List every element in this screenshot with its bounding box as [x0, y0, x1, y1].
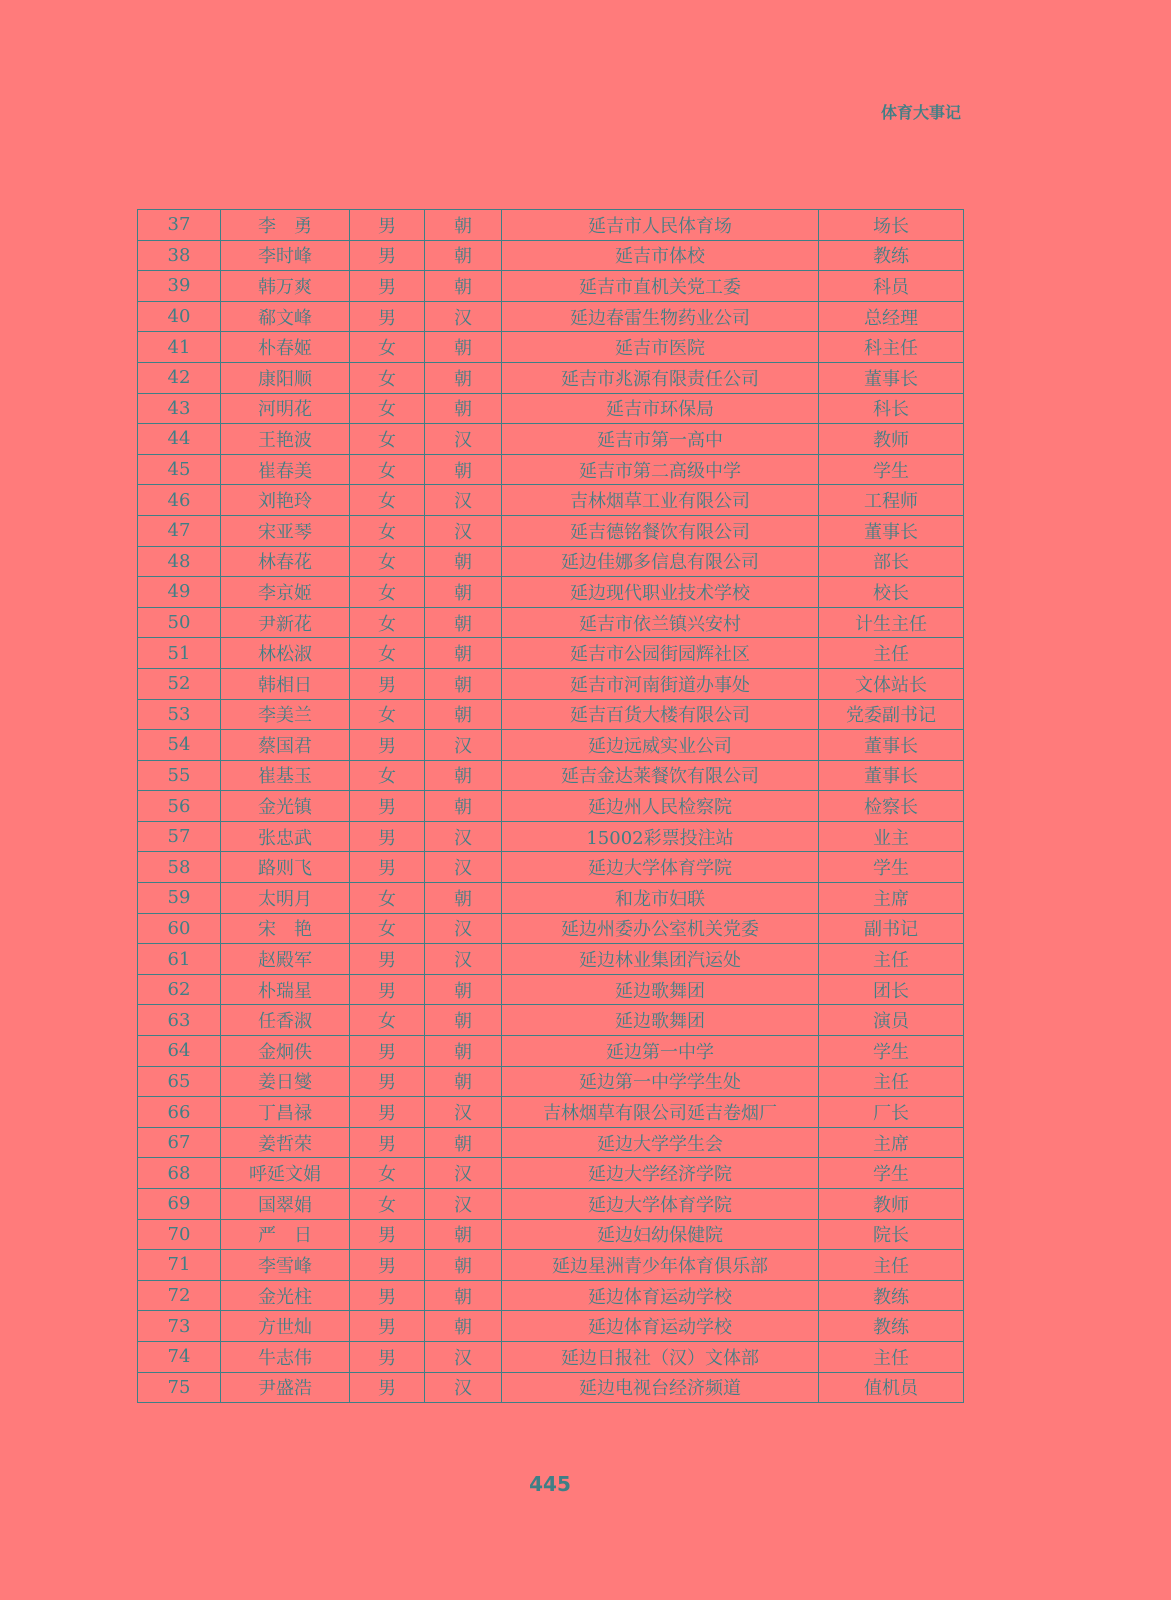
- ethnicity-cell: 朝: [425, 1250, 502, 1281]
- ethnicity-cell: 朝: [425, 760, 502, 791]
- row-number: 61: [138, 944, 221, 975]
- gender-cell: 女: [350, 424, 425, 455]
- gender-cell: 男: [350, 944, 425, 975]
- gender-cell: 男: [350, 1372, 425, 1403]
- gender-cell: 女: [350, 699, 425, 730]
- name-cell: 国翠娟: [221, 1189, 350, 1220]
- row-number: 40: [138, 301, 221, 332]
- row-number: 45: [138, 454, 221, 485]
- roster-table-body: [138, 210, 964, 1403]
- position-cell: 厂长: [819, 1097, 964, 1128]
- table-row: [138, 852, 964, 883]
- roster-table: [137, 209, 964, 1403]
- row-number: 59: [138, 883, 221, 914]
- gender-cell: 女: [350, 362, 425, 393]
- gender-cell: 女: [350, 638, 425, 669]
- gender-cell: 男: [350, 730, 425, 761]
- workplace-cell: 延边第一中学学生处: [502, 1066, 819, 1097]
- table-row: [138, 607, 964, 638]
- name-cell: 李美兰: [221, 699, 350, 730]
- workplace-cell: 延边歌舞团: [502, 974, 819, 1005]
- gender-cell: 男: [350, 821, 425, 852]
- row-number: 74: [138, 1341, 221, 1372]
- position-cell: 董事长: [819, 515, 964, 546]
- name-cell: 河明花: [221, 393, 350, 424]
- ethnicity-cell: 朝: [425, 454, 502, 485]
- position-cell: 值机员: [819, 1372, 964, 1403]
- name-cell: 李雪峰: [221, 1250, 350, 1281]
- name-cell: 赵殿军: [221, 944, 350, 975]
- ethnicity-cell: 朝: [425, 1219, 502, 1250]
- position-cell: 主席: [819, 883, 964, 914]
- row-number: 71: [138, 1250, 221, 1281]
- ethnicity-cell: 汉: [425, 852, 502, 883]
- table-row: [138, 1066, 964, 1097]
- position-cell: 副书记: [819, 913, 964, 944]
- position-cell: 工程师: [819, 485, 964, 516]
- table-row: [138, 1097, 964, 1128]
- row-number: 38: [138, 240, 221, 271]
- name-cell: 王艳波: [221, 424, 350, 455]
- ethnicity-cell: 汉: [425, 515, 502, 546]
- row-number: 47: [138, 515, 221, 546]
- table-row: [138, 974, 964, 1005]
- position-cell: 团长: [819, 974, 964, 1005]
- position-cell: 主任: [819, 1066, 964, 1097]
- workplace-cell: 延吉市体校: [502, 240, 819, 271]
- table-row: [138, 1341, 964, 1372]
- name-cell: 郗文峰: [221, 301, 350, 332]
- table-row: [138, 1189, 964, 1220]
- gender-cell: 男: [350, 1250, 425, 1281]
- gender-cell: 女: [350, 883, 425, 914]
- position-cell: 主任: [819, 1250, 964, 1281]
- name-cell: 林春花: [221, 546, 350, 577]
- name-cell: 方世灿: [221, 1311, 350, 1342]
- table-row: [138, 210, 964, 241]
- name-cell: 牛志伟: [221, 1341, 350, 1372]
- workplace-cell: 延边林业集团汽运处: [502, 944, 819, 975]
- name-cell: 金光镇: [221, 791, 350, 822]
- ethnicity-cell: 朝: [425, 638, 502, 669]
- workplace-cell: 延边电视台经济频道: [502, 1372, 819, 1403]
- position-cell: 教练: [819, 240, 964, 271]
- table-row: [138, 699, 964, 730]
- ethnicity-cell: 朝: [425, 1066, 502, 1097]
- ethnicity-cell: 汉: [425, 1097, 502, 1128]
- ethnicity-cell: 朝: [425, 607, 502, 638]
- workplace-cell: 延吉市公园街园辉社区: [502, 638, 819, 669]
- position-cell: 检察长: [819, 791, 964, 822]
- workplace-cell: 延吉市医院: [502, 332, 819, 363]
- ethnicity-cell: 汉: [425, 821, 502, 852]
- name-cell: 呼延文娟: [221, 1158, 350, 1189]
- table-row: [138, 1158, 964, 1189]
- position-cell: 主席: [819, 1127, 964, 1158]
- workplace-cell: 延边日报社（汉）文体部: [502, 1341, 819, 1372]
- table-row: [138, 638, 964, 669]
- ethnicity-cell: 汉: [425, 1341, 502, 1372]
- name-cell: 金炯佚: [221, 1036, 350, 1067]
- row-number: 52: [138, 668, 221, 699]
- position-cell: 计生主任: [819, 607, 964, 638]
- table-row: [138, 1372, 964, 1403]
- table-row: [138, 546, 964, 577]
- running-header: 体育大事记: [880, 103, 961, 122]
- gender-cell: 男: [350, 974, 425, 1005]
- row-number: 54: [138, 730, 221, 761]
- workplace-cell: 延吉市环保局: [502, 393, 819, 424]
- workplace-cell: 延边第一中学: [502, 1036, 819, 1067]
- name-cell: 路则飞: [221, 852, 350, 883]
- table-row: [138, 1127, 964, 1158]
- name-cell: 刘艳玲: [221, 485, 350, 516]
- gender-cell: 女: [350, 760, 425, 791]
- name-cell: 韩相日: [221, 668, 350, 699]
- gender-cell: 女: [350, 1189, 425, 1220]
- ethnicity-cell: 朝: [425, 393, 502, 424]
- ethnicity-cell: 朝: [425, 791, 502, 822]
- name-cell: 严 日: [221, 1219, 350, 1250]
- gender-cell: 女: [350, 454, 425, 485]
- position-cell: 业主: [819, 821, 964, 852]
- table-row: [138, 1005, 964, 1036]
- name-cell: 太明月: [221, 883, 350, 914]
- name-cell: 丁昌禄: [221, 1097, 350, 1128]
- position-cell: 党委副书记: [819, 699, 964, 730]
- workplace-cell: 吉林烟草有限公司延吉卷烟厂: [502, 1097, 819, 1128]
- table-row: [138, 577, 964, 608]
- workplace-cell: 延边体育运动学校: [502, 1280, 819, 1311]
- row-number: 49: [138, 577, 221, 608]
- workplace-cell: 延吉市第一高中: [502, 424, 819, 455]
- table-row: [138, 1311, 964, 1342]
- ethnicity-cell: 朝: [425, 1005, 502, 1036]
- workplace-cell: 延边佳娜多信息有限公司: [502, 546, 819, 577]
- ethnicity-cell: 朝: [425, 577, 502, 608]
- ethnicity-cell: 汉: [425, 485, 502, 516]
- gender-cell: 女: [350, 607, 425, 638]
- row-number: 51: [138, 638, 221, 669]
- workplace-cell: 延吉金达莱餐饮有限公司: [502, 760, 819, 791]
- workplace-cell: 延边星洲青少年体育俱乐部: [502, 1250, 819, 1281]
- row-number: 58: [138, 852, 221, 883]
- name-cell: 姜日燮: [221, 1066, 350, 1097]
- position-cell: 演员: [819, 1005, 964, 1036]
- ethnicity-cell: 朝: [425, 974, 502, 1005]
- workplace-cell: 延边大学经济学院: [502, 1158, 819, 1189]
- gender-cell: 男: [350, 1219, 425, 1250]
- ethnicity-cell: 汉: [425, 1372, 502, 1403]
- table-row: [138, 913, 964, 944]
- table-row: [138, 515, 964, 546]
- workplace-cell: 延吉德铭餐饮有限公司: [502, 515, 819, 546]
- ethnicity-cell: 汉: [425, 913, 502, 944]
- gender-cell: 男: [350, 1036, 425, 1067]
- position-cell: 学生: [819, 454, 964, 485]
- table-row: [138, 668, 964, 699]
- name-cell: 任香淑: [221, 1005, 350, 1036]
- workplace-cell: 延边春雷生物药业公司: [502, 301, 819, 332]
- gender-cell: 女: [350, 1158, 425, 1189]
- workplace-cell: 延边体育运动学校: [502, 1311, 819, 1342]
- workplace-cell: 延吉市依兰镇兴安村: [502, 607, 819, 638]
- name-cell: 宋 艳: [221, 913, 350, 944]
- page-number: 445: [529, 1472, 571, 1496]
- gender-cell: 女: [350, 515, 425, 546]
- workplace-cell: 延边大学学生会: [502, 1127, 819, 1158]
- position-cell: 学生: [819, 852, 964, 883]
- ethnicity-cell: 汉: [425, 301, 502, 332]
- row-number: 75: [138, 1372, 221, 1403]
- workplace-cell: 延边大学体育学院: [502, 1189, 819, 1220]
- row-number: 57: [138, 821, 221, 852]
- position-cell: 学生: [819, 1036, 964, 1067]
- table-row: [138, 240, 964, 271]
- row-number: 69: [138, 1189, 221, 1220]
- name-cell: 尹盛浩: [221, 1372, 350, 1403]
- gender-cell: 女: [350, 332, 425, 363]
- name-cell: 蔡国君: [221, 730, 350, 761]
- table-row: [138, 424, 964, 455]
- name-cell: 康阳顺: [221, 362, 350, 393]
- ethnicity-cell: 汉: [425, 1158, 502, 1189]
- row-number: 48: [138, 546, 221, 577]
- name-cell: 朴瑞星: [221, 974, 350, 1005]
- table-row: [138, 1219, 964, 1250]
- gender-cell: 男: [350, 852, 425, 883]
- gender-cell: 女: [350, 546, 425, 577]
- ethnicity-cell: 朝: [425, 668, 502, 699]
- table-row: [138, 485, 964, 516]
- position-cell: 院长: [819, 1219, 964, 1250]
- row-number: 44: [138, 424, 221, 455]
- gender-cell: 男: [350, 1097, 425, 1128]
- ethnicity-cell: 朝: [425, 699, 502, 730]
- position-cell: 场长: [819, 210, 964, 241]
- position-cell: 教师: [819, 424, 964, 455]
- ethnicity-cell: 朝: [425, 210, 502, 241]
- table-row: [138, 883, 964, 914]
- name-cell: 李京姬: [221, 577, 350, 608]
- table-row: [138, 730, 964, 761]
- ethnicity-cell: 汉: [425, 424, 502, 455]
- gender-cell: 男: [350, 301, 425, 332]
- workplace-cell: 延吉百货大楼有限公司: [502, 699, 819, 730]
- row-number: 55: [138, 760, 221, 791]
- table-row: [138, 454, 964, 485]
- name-cell: 李时峰: [221, 240, 350, 271]
- position-cell: 教师: [819, 1189, 964, 1220]
- workplace-cell: 15002彩票投注站: [502, 821, 819, 852]
- row-number: 43: [138, 393, 221, 424]
- ethnicity-cell: 汉: [425, 730, 502, 761]
- position-cell: 学生: [819, 1158, 964, 1189]
- workplace-cell: 延边现代职业技术学校: [502, 577, 819, 608]
- name-cell: 张忠武: [221, 821, 350, 852]
- position-cell: 总经理: [819, 301, 964, 332]
- workplace-cell: 延边大学体育学院: [502, 852, 819, 883]
- table-row: [138, 393, 964, 424]
- workplace-cell: 和龙市妇联: [502, 883, 819, 914]
- workplace-cell: 吉林烟草工业有限公司: [502, 485, 819, 516]
- position-cell: 部长: [819, 546, 964, 577]
- row-number: 50: [138, 607, 221, 638]
- name-cell: 韩万爽: [221, 271, 350, 302]
- ethnicity-cell: 朝: [425, 1311, 502, 1342]
- name-cell: 姜哲荣: [221, 1127, 350, 1158]
- table-row: [138, 271, 964, 302]
- table-row: [138, 332, 964, 363]
- ethnicity-cell: 朝: [425, 240, 502, 271]
- ethnicity-cell: 朝: [425, 1036, 502, 1067]
- ethnicity-cell: 汉: [425, 1189, 502, 1220]
- gender-cell: 男: [350, 1280, 425, 1311]
- name-cell: 金光柱: [221, 1280, 350, 1311]
- row-number: 70: [138, 1219, 221, 1250]
- workplace-cell: 延吉市兆源有限责任公司: [502, 362, 819, 393]
- gender-cell: 男: [350, 1066, 425, 1097]
- gender-cell: 男: [350, 791, 425, 822]
- row-number: 39: [138, 271, 221, 302]
- workplace-cell: 延边歌舞团: [502, 1005, 819, 1036]
- gender-cell: 女: [350, 913, 425, 944]
- table-row: [138, 821, 964, 852]
- position-cell: 科长: [819, 393, 964, 424]
- row-number: 56: [138, 791, 221, 822]
- row-number: 41: [138, 332, 221, 363]
- workplace-cell: 延吉市人民体育场: [502, 210, 819, 241]
- ethnicity-cell: 朝: [425, 546, 502, 577]
- gender-cell: 女: [350, 577, 425, 608]
- position-cell: 科员: [819, 271, 964, 302]
- table-row: [138, 362, 964, 393]
- name-cell: 朴春姬: [221, 332, 350, 363]
- table-row: [138, 301, 964, 332]
- workplace-cell: 延边妇幼保健院: [502, 1219, 819, 1250]
- workplace-cell: 延边远威实业公司: [502, 730, 819, 761]
- position-cell: 教练: [819, 1280, 964, 1311]
- table-row: [138, 760, 964, 791]
- ethnicity-cell: 朝: [425, 1280, 502, 1311]
- gender-cell: 女: [350, 485, 425, 516]
- row-number: 60: [138, 913, 221, 944]
- position-cell: 文体站长: [819, 668, 964, 699]
- row-number: 73: [138, 1311, 221, 1342]
- position-cell: 科主任: [819, 332, 964, 363]
- ethnicity-cell: 朝: [425, 1127, 502, 1158]
- table-row: [138, 1250, 964, 1281]
- row-number: 46: [138, 485, 221, 516]
- position-cell: 主任: [819, 1341, 964, 1372]
- ethnicity-cell: 汉: [425, 944, 502, 975]
- workplace-cell: 延边州人民检察院: [502, 791, 819, 822]
- gender-cell: 女: [350, 393, 425, 424]
- position-cell: 教练: [819, 1311, 964, 1342]
- row-number: 72: [138, 1280, 221, 1311]
- name-cell: 林松淑: [221, 638, 350, 669]
- gender-cell: 男: [350, 210, 425, 241]
- gender-cell: 男: [350, 668, 425, 699]
- position-cell: 董事长: [819, 730, 964, 761]
- workplace-cell: 延吉市河南街道办事处: [502, 668, 819, 699]
- name-cell: 尹新花: [221, 607, 350, 638]
- table-row: [138, 944, 964, 975]
- gender-cell: 男: [350, 1341, 425, 1372]
- name-cell: 宋亚琴: [221, 515, 350, 546]
- gender-cell: 男: [350, 1127, 425, 1158]
- position-cell: 董事长: [819, 362, 964, 393]
- gender-cell: 男: [350, 240, 425, 271]
- table-row: [138, 1036, 964, 1067]
- gender-cell: 女: [350, 1005, 425, 1036]
- table-row: [138, 1280, 964, 1311]
- workplace-cell: 延边州委办公室机关党委: [502, 913, 819, 944]
- name-cell: 崔春美: [221, 454, 350, 485]
- row-number: 53: [138, 699, 221, 730]
- row-number: 37: [138, 210, 221, 241]
- row-number: 67: [138, 1127, 221, 1158]
- name-cell: 李 勇: [221, 210, 350, 241]
- workplace-cell: 延吉市第二高级中学: [502, 454, 819, 485]
- table-row: [138, 791, 964, 822]
- position-cell: 董事长: [819, 760, 964, 791]
- ethnicity-cell: 朝: [425, 271, 502, 302]
- row-number: 42: [138, 362, 221, 393]
- position-cell: 校长: [819, 577, 964, 608]
- row-number: 64: [138, 1036, 221, 1067]
- ethnicity-cell: 朝: [425, 332, 502, 363]
- ethnicity-cell: 朝: [425, 883, 502, 914]
- workplace-cell: 延吉市直机关党工委: [502, 271, 819, 302]
- row-number: 68: [138, 1158, 221, 1189]
- row-number: 65: [138, 1066, 221, 1097]
- row-number: 62: [138, 974, 221, 1005]
- gender-cell: 男: [350, 1311, 425, 1342]
- name-cell: 崔基玉: [221, 760, 350, 791]
- position-cell: 主任: [819, 944, 964, 975]
- row-number: 66: [138, 1097, 221, 1128]
- row-number: 63: [138, 1005, 221, 1036]
- gender-cell: 男: [350, 271, 425, 302]
- position-cell: 主任: [819, 638, 964, 669]
- ethnicity-cell: 朝: [425, 362, 502, 393]
